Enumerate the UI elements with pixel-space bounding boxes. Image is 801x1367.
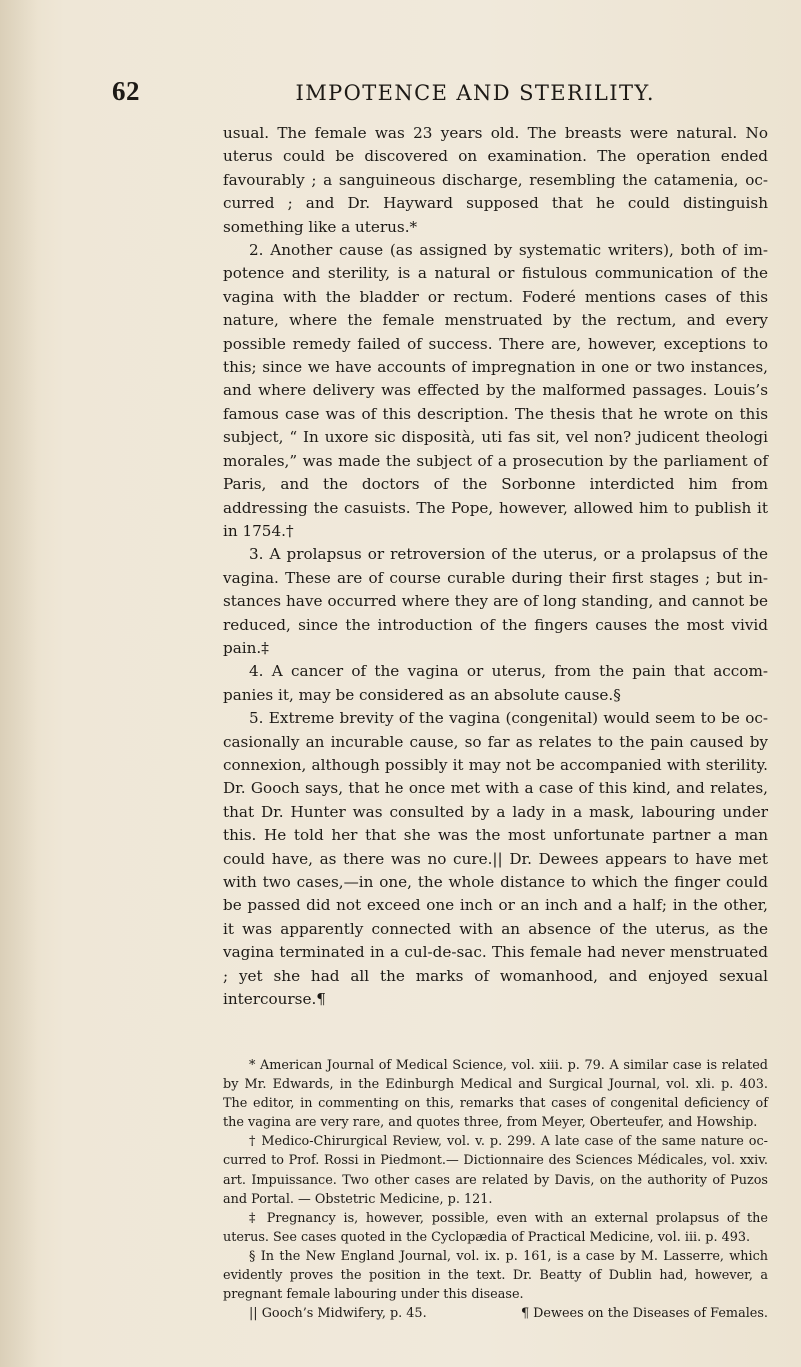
main-text <box>223 122 768 1011</box>
paragraph: usual. The female was 23 years old. The breasts were natural. No uterus could be discovered on examination. The operation ended favourably ; a sanguineous discharge, resembling the catamenia, occurred ; and Dr. Hayward supposed that he could distinguish something like a uterus.* <box>223 124 768 236</box>
paragraph: 5. Extreme brevity of the vagina (congenital) would seem to be occasionally an incurable cause, so far as relates to the pain caused by connexion, although possibly it may not be accompanied with sterility. Dr. Gooch says, that he once met with a case of this kind, and relates, that Dr. Hunter was consulted by a lady in a mask, labouring under this. He told her that she was the most unfortunate partner a man could have, as there was no cure.|| Dr. Dewees appears to have met with two cases,—in one, the whole distance to which the finger could be passed did not exceed one inch or an inch and a half; in the other, it was apparently connected with an absence of the uterus, as the vagina terminated in a cul-de-sac. This female had never menstruated ; yet she had all the marks of womanhood, and enjoyed sexual intercourse.¶ <box>223 709 768 1009</box>
footnote: || Gooch’s Midwifery, p. 45. <box>249 1306 427 1322</box>
page-gutter-shadow <box>0 0 38 1367</box>
footnote: † Medico-Chirurgical Review, vol. v. p. 299. A late case of the same nature occurred to Prof. Rossi in Piedmont.— Dictionnaire des Sciences Médicales, vol. xxiv. art. Impuissance. Two other cases are related by Davis, on the authority of Puzos and Portal. — Obstetric Medicine, p. 121. <box>223 1134 768 1207</box>
footnote-final-line <box>223 1304 768 1323</box>
footnote: § In the New England Journal, vol. ix. p. 161, is a case by M. Lasserre, which evidently proves the position in the text. Dr. Beatty of Dublin had, however, a pregnant female labouring under this disease. <box>223 1248 768 1303</box>
footnote: ‡ Pregnancy is, however, possible, even with an external prolapsus of the uterus. See cases quoted in the Cyclopædia of Practical Medicine, vol. iii. p. 493. <box>223 1210 768 1245</box>
paragraph: 4. A cancer of the vagina or uterus, from the pain that accompanies it, may be considered as an absolute cause.§ <box>223 662 768 704</box>
paragraph: 3. A prolapsus or retroversion of the uterus, or a prolapsus of the vagina. These are of course curable during their first stages ; but instances have occurred where they are of long standing, and cannot be reduced, since the introduction of the fingers causes the most vivid pain.‡ <box>223 545 768 657</box>
paragraph: 2. Another cause (as assigned by systematic writers), both of impotence and sterility, is a natural or fistulous communication of the vagina with the bladder or rectum. Foderé mentions cases of this nature, where the female menstruated by the rectum, and every possible remedy failed of success. There are, however, exceptions to this; since we have accounts of impregnation in one or two instances, and where delivery was effected by the malformed passages. Louis’s famous case was of this description. The thesis that he wrote on this subject, “ In uxore sic disposità, uti fas sit, vel non? judicent theologi morales,” was made the subject of a prosecution by the parliament of Paris, and the doctors of the Sorbonne interdicted him from addressing the casuists. The Pope, however, allowed him to publish it in 1754.† <box>223 241 768 540</box>
footnotes <box>223 1056 768 1323</box>
footnote: ¶ Dewees on the Diseases of Females. <box>520 1306 768 1322</box>
page-header <box>112 76 672 114</box>
running-head: IMPOTENCE AND STERILITY. <box>295 81 655 105</box>
footnote: * American Journal of Medical Science, vol. xiii. p. 79. A similar case is related by Mr. Edwards, in the Edinburgh Medical and Surgical Journal, vol. xli. p. 403. The editor, in commenting on this, remarks that cases of congenital deficiency of the vagina are very rare, and quotes three, from Meyer, Oberteufer, and Howship. <box>223 1058 768 1131</box>
page-number: 62 <box>112 76 140 106</box>
